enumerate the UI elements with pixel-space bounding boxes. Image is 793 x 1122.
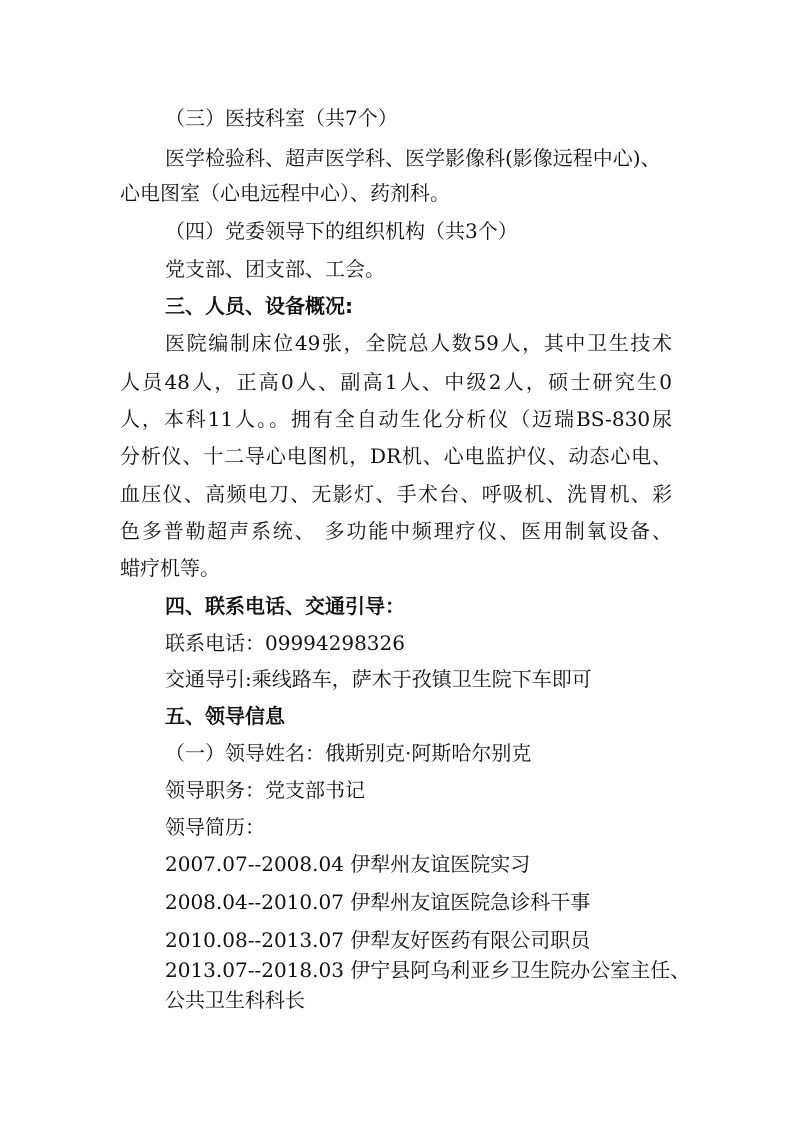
tech-depts-line-1: 医学检验科、超声医学科、医学影像科(影像远程中心)、	[165, 146, 661, 170]
heading-staff-equipment: 三、人员、设备概况:	[165, 294, 353, 318]
staff-equipment-line-2: 人员48人，正高0人、副高1人、中级2人，硕士研究生0	[120, 370, 672, 394]
staff-equipment-line-7: 蜡疗机等。	[120, 556, 220, 580]
party-orgs-content: 党支部、团支部、工会。	[165, 257, 385, 281]
leader-position: 领导职务：党支部书记	[165, 778, 365, 802]
section-title-tech-depts: （三）医技科室（共7个）	[165, 106, 398, 130]
staff-equipment-line-5: 血压仪、高频电刀、无影灯、手术台、呼吸机、洗胃机、彩	[120, 482, 672, 506]
resume-entry: 2008.04--2010.07 伊犁州友谊医院急诊科干事	[165, 890, 591, 914]
resume-entry: 2013.07--2018.03 伊宁县阿乌利亚乡卫生院办公室主任、	[165, 958, 691, 982]
resume-entry: 2010.08--2013.07 伊犁友好医药有限公司职员	[165, 928, 591, 952]
resume-entry-continuation: 公共卫生科科长	[165, 988, 305, 1012]
heading-contact-transport: 四、联系电话、交通引导：	[165, 594, 405, 618]
leader-resume-label: 领导简历：	[165, 815, 265, 839]
transport-guide: 交通导引:乘线路车，萨木于孜镇卫生院下车即可	[165, 667, 592, 691]
leader-name: （一）领导姓名：俄斯别克·阿斯哈尔别克	[165, 741, 532, 765]
contact-phone: 联系电话：09994298326	[165, 631, 405, 655]
staff-equipment-line-1: 医院编制床位49张，全院总人数59人，其中卫生技术	[165, 331, 672, 355]
tech-depts-line-2: 心电图室（心电远程中心）、药剂科。	[120, 181, 450, 205]
staff-equipment-line-6: 色多普勒超声系统、 多功能中频理疗仪、医用制氧设备、	[120, 519, 672, 543]
resume-entry: 2007.07--2008.04 伊犁州友谊医院实习	[165, 852, 531, 876]
heading-leader-info: 五、领导信息	[165, 704, 285, 728]
section-title-party-orgs: （四）党委领导下的组织机构（共3个）	[165, 219, 518, 243]
staff-equipment-line-4: 分析仪、十二导心电图机，DR机、心电监护仪、动态心电、	[120, 444, 672, 468]
staff-equipment-line-3: 人，本科11人。。拥有全自动生化分析仪（迈瑞BS-830尿	[120, 407, 672, 431]
